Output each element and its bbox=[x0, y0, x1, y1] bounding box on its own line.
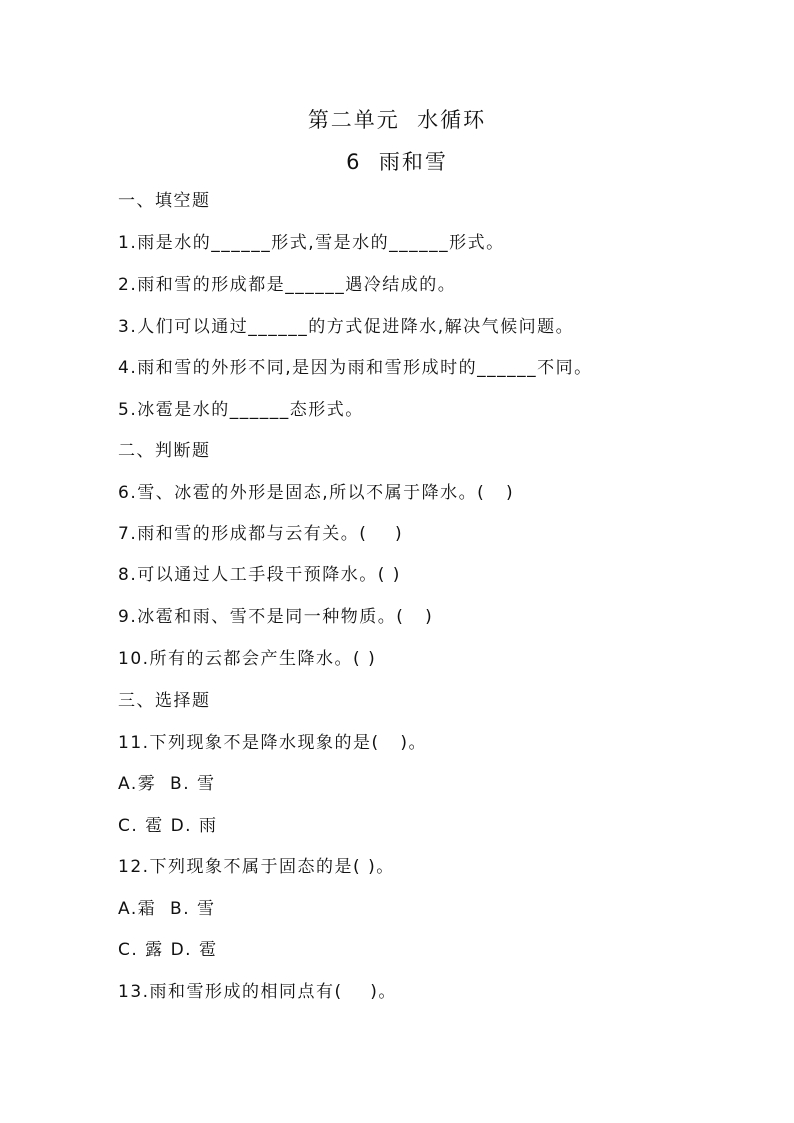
question-11-options-cd: C. 雹 D. 雨 bbox=[118, 816, 218, 836]
question-7: 7.雨和雪的形成都与云有关。( ) bbox=[118, 524, 404, 544]
section-heading-choice: 三、选择题 bbox=[118, 691, 211, 711]
lesson-title: 6 雨和雪 bbox=[346, 150, 448, 174]
question-5: 5.冰雹是水的______态形式。 bbox=[118, 400, 364, 420]
question-10: 10.所有的云都会产生降水。( ) bbox=[118, 649, 377, 669]
question-12-options-cd: C. 露 D. 雹 bbox=[118, 940, 218, 960]
question-4: 4.雨和雪的外形不同,是因为雨和雪形成时的______不同。 bbox=[118, 358, 593, 378]
question-2: 2.雨和雪的形成都是______遇冷结成的。 bbox=[118, 275, 457, 295]
question-8: 8.可以通过人工手段干预降水。( ) bbox=[118, 565, 401, 585]
question-13: 13.雨和雪形成的相同点有( )。 bbox=[118, 982, 397, 1002]
question-1: 1.雨是水的______形式,雪是水的______形式。 bbox=[118, 233, 505, 253]
question-9: 9.冰雹和雨、雪不是同一种物质。( ) bbox=[118, 607, 434, 627]
question-11-options-ab: A.雾 B. 雪 bbox=[118, 774, 216, 794]
question-3: 3.人们可以通过______的方式促进降水,解决气候问题。 bbox=[118, 317, 575, 337]
question-12: 12.下列现象不属于固态的是( )。 bbox=[118, 857, 395, 877]
section-heading-fill-blank: 一、填空题 bbox=[118, 191, 211, 211]
unit-title: 第二单元 水循环 bbox=[307, 108, 487, 132]
question-11: 11.下列现象不是降水现象的是( )。 bbox=[118, 733, 428, 753]
question-12-options-ab: A.霜 B. 雪 bbox=[118, 899, 216, 919]
section-heading-true-false: 二、判断题 bbox=[118, 441, 211, 461]
question-6: 6.雪、冰雹的外形是固态,所以不属于降水。( ) bbox=[118, 483, 515, 503]
